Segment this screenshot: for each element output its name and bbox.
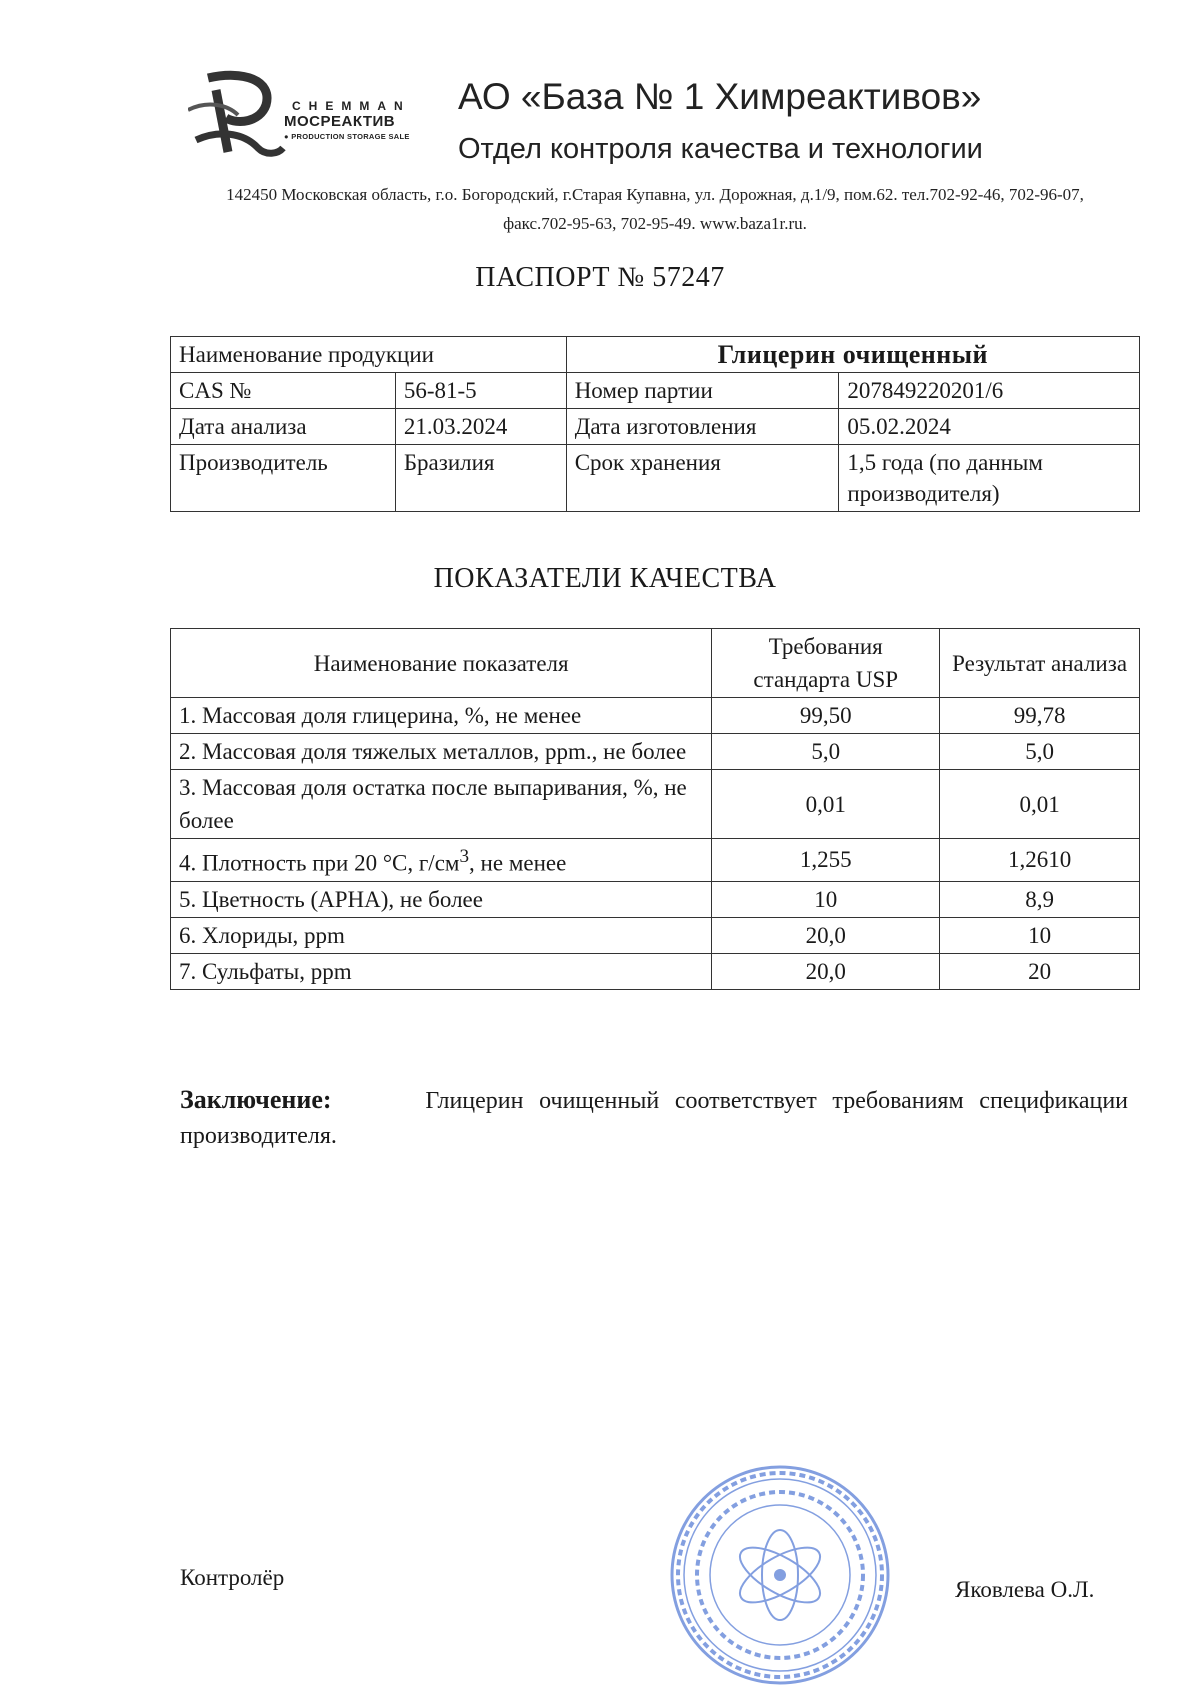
- producer-label: Производитель: [171, 445, 396, 512]
- standard-value: 5,0: [712, 734, 940, 770]
- header-name: Наименование показателя: [171, 629, 712, 698]
- shelf-life-value: 1,5 года (по данным производителя): [839, 445, 1140, 512]
- indicator-name: 3. Массовая доля остатка после выпаривания, %, не более: [171, 770, 712, 839]
- department-name: Отдел контроля качества и технологии: [458, 133, 983, 165]
- quality-table: [170, 628, 1140, 990]
- table-row: [171, 734, 1140, 770]
- logo-emblem-icon: [188, 70, 288, 162]
- indicator-name: 4. Плотность при 20 °С, $г/см^3$, не менее: [171, 839, 712, 882]
- table-row: [171, 373, 1140, 409]
- table-row: [171, 917, 1140, 953]
- logo-brand-top: CHEMMAN: [292, 99, 411, 113]
- table-row: [171, 409, 1140, 445]
- result-value: 1,2610: [940, 839, 1140, 882]
- manufacture-date-label: Дата изготовления: [566, 409, 839, 445]
- company-name: АО «База № 1 Химреактивов»: [458, 76, 982, 117]
- standard-value: 1,255: [712, 839, 940, 882]
- conclusion-text: Глицерин очищенный соответствует требованиям спецификации производителя.: [180, 1088, 1129, 1149]
- producer-value: Бразилия: [395, 445, 566, 512]
- standard-value: 99,50: [712, 698, 940, 734]
- indicator-name: 6. Хлориды, ppm: [171, 917, 712, 953]
- cas-label: CAS №: [171, 373, 396, 409]
- result-value: 20: [940, 953, 1140, 989]
- seal-stamp-icon: [660, 1460, 900, 1690]
- shelf-life-label: Срок хранения: [566, 445, 839, 512]
- table-row: [171, 770, 1140, 839]
- table-row: [171, 698, 1140, 734]
- standard-value: 20,0: [712, 917, 940, 953]
- result-value: 0,01: [940, 770, 1140, 839]
- batch-label: Номер партии: [566, 373, 839, 409]
- conclusion: [180, 1082, 1128, 1154]
- conclusion-label: Заключение:: [180, 1085, 332, 1114]
- company-logo: [188, 70, 433, 162]
- batch-value: 207849220201/6: [839, 373, 1140, 409]
- standard-value: 0,01: [712, 770, 940, 839]
- product-value: Глицерин очищенный: [566, 337, 1139, 373]
- quality-title: ПОКАЗАТЕЛИ КАЧЕСТВА: [433, 563, 777, 594]
- result-value: 5,0: [940, 734, 1140, 770]
- table-row: [171, 337, 1140, 373]
- header-result: Результат анализа: [940, 629, 1140, 698]
- seal-stamp-rings: [672, 1467, 888, 1683]
- table-row: [171, 445, 1140, 512]
- standard-value: 20,0: [712, 953, 940, 989]
- logo-brand-main: МОСРЕАКТИВ: [284, 113, 396, 130]
- indicator-name: 7. Сульфаты, ppm: [171, 953, 712, 989]
- company-address: 142450 Московская область, г.о. Богородский, г.Старая Купавна, ул. Дорожная, д.1/9, пом.62. тел.702-92-46, 702-96-07, факс.702-95-63, 702-95-49. www.baza1r.ru.: [226, 185, 1084, 233]
- cas-value: 56-81-5: [395, 373, 566, 409]
- analysis-date-label: Дата анализа: [171, 409, 396, 445]
- product-info-table: [170, 336, 1140, 512]
- indicator-name: 1. Массовая доля глицерина, %, не менее: [171, 698, 712, 734]
- logo-brand-sub: ● PRODUCTION STORAGE SALE: [284, 132, 410, 141]
- controller-role: Контролёр: [180, 1565, 285, 1590]
- standard-value: 10: [712, 881, 940, 917]
- table-row: [171, 953, 1140, 989]
- result-value: 10: [940, 917, 1140, 953]
- manufacture-date-value: 05.02.2024: [839, 409, 1140, 445]
- table-row: [171, 881, 1140, 917]
- signer-name: Яковлева О.Л.: [955, 1577, 1095, 1602]
- analysis-date-value: 21.03.2024: [395, 409, 566, 445]
- product-label: Наименование продукции: [171, 337, 567, 373]
- result-value: 99,78: [940, 698, 1140, 734]
- table-header-row: [171, 629, 1140, 698]
- indicator-name: 5. Цветность (APHA), не более: [171, 881, 712, 917]
- header-standard: Требования стандарта USP: [712, 629, 940, 698]
- result-value: 8,9: [940, 881, 1140, 917]
- indicator-name: 2. Массовая доля тяжелых металлов, ppm., не более: [171, 734, 712, 770]
- table-row: [171, 839, 1140, 882]
- passport-title: ПАСПОРТ № 57247: [475, 262, 725, 293]
